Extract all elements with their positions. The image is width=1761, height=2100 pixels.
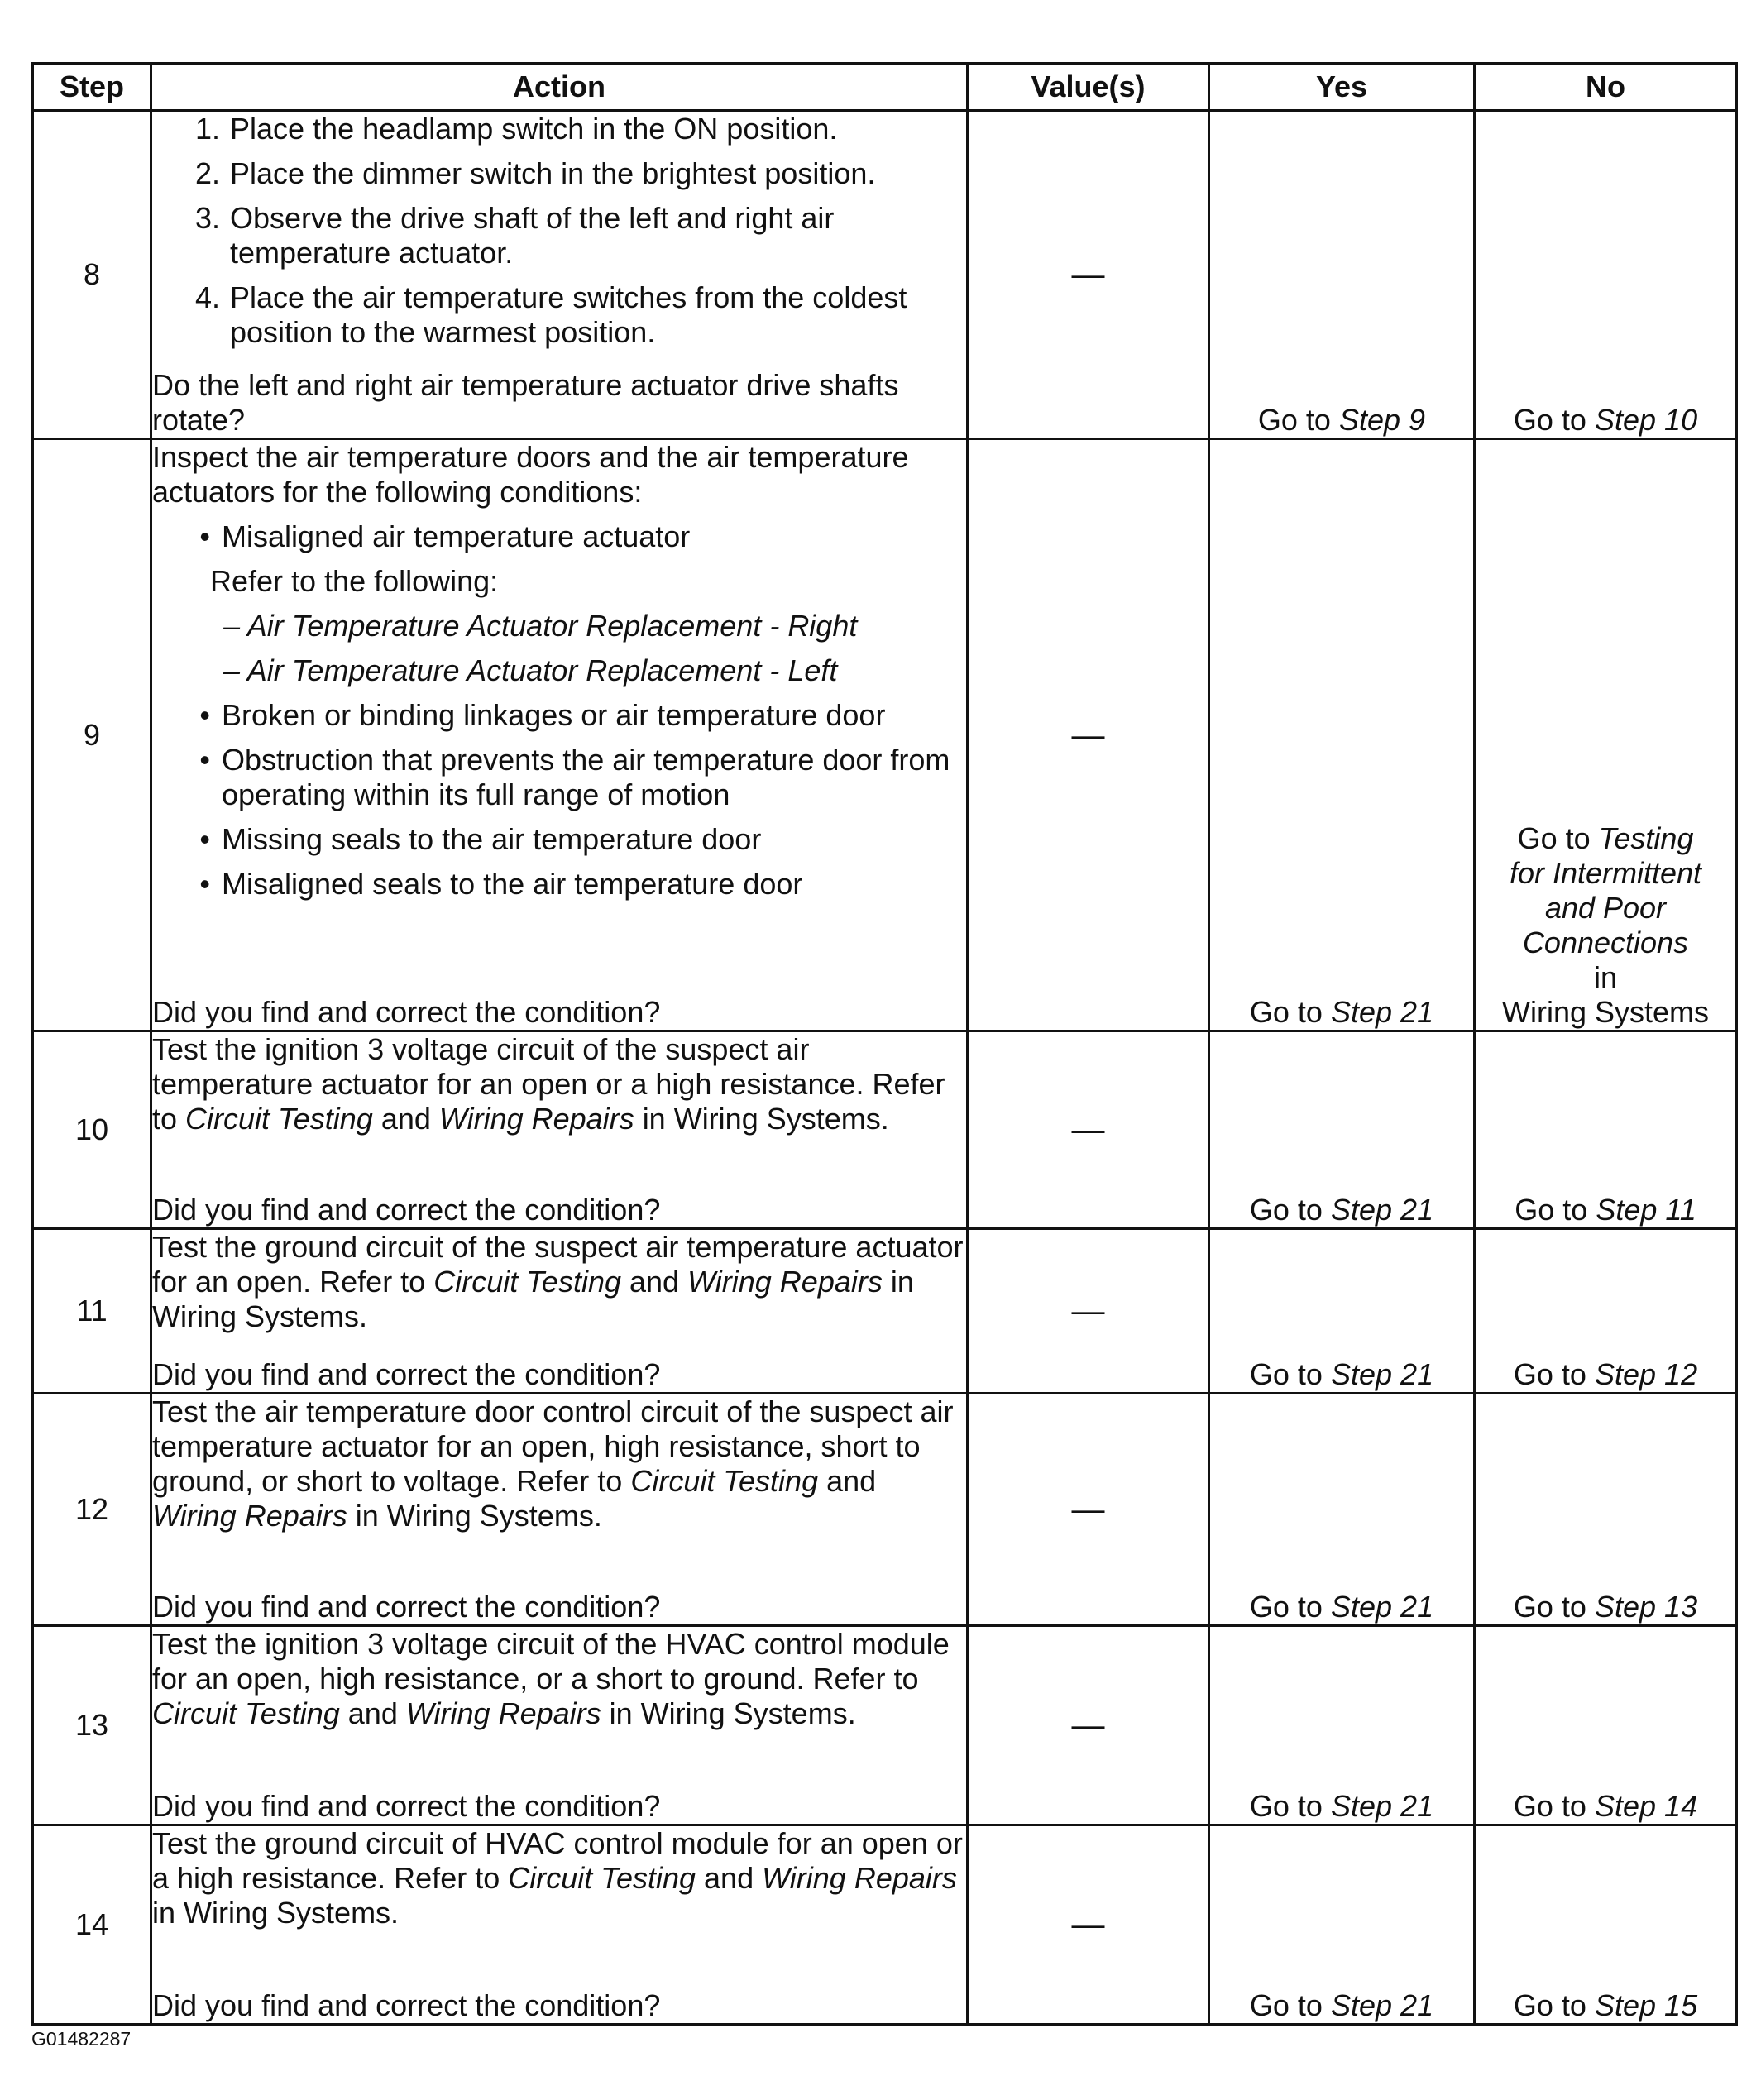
action-text: Test the air temperature door control circuit of the suspect air temperature actuator for an open, high resistance, short to ground, or short to voltage. Refer to Circuit Testing and Wiring Repairs in Wiring Systems. <box>152 1394 954 1533</box>
list-item: • Broken or binding linkages or air temperature door <box>199 698 886 732</box>
step-number: 9 <box>33 439 151 1031</box>
yes-link: Step 21 <box>1330 1988 1434 2022</box>
no-link: Testing <box>1598 821 1694 855</box>
step-number: 10 <box>33 1031 151 1229</box>
no-cell: Go to Step 15 <box>1475 1825 1737 2025</box>
no-link: Step 12 <box>1594 1357 1698 1391</box>
table-row <box>33 1229 1737 1394</box>
list-item: • Obstruction that prevents the air temperature door from operating within its full range of motion <box>199 743 950 811</box>
list-item: • Misaligned seals to the air temperature door <box>199 867 803 901</box>
list-item: 2. Place the dimmer switch in the brightest position. <box>194 156 876 190</box>
step-number: 13 <box>33 1626 151 1825</box>
step-number: 14 <box>33 1825 151 2025</box>
yes-cell: Go to Step 9 <box>1209 111 1475 439</box>
header-yes: Yes <box>1209 64 1475 111</box>
no-link: Step 13 <box>1594 1590 1698 1624</box>
action-text: Test the ignition 3 voltage circuit of the suspect air temperature actuator for an open or a high resistance. Refer to Circuit Testing and Wiring Repairs in Wiring Systems. <box>152 1032 945 1136</box>
question-text: Did you find and correct the condition? <box>152 1357 661 1391</box>
intro-text: Inspect the air temperature doors and the air temperature actuators for the following conditions: <box>152 440 909 509</box>
question-text: Did you find and correct the condition? <box>152 995 661 1029</box>
value-cell: — <box>968 1626 1209 1825</box>
yes-cell: Go to Step 21 <box>1209 1825 1475 2025</box>
yes-link: Step 21 <box>1330 1590 1434 1624</box>
no-cell: Go to Step 13 <box>1475 1394 1737 1626</box>
list-item: 1. Place the headlamp switch in the ON position. <box>194 112 838 146</box>
table-row <box>33 1825 1737 2025</box>
question-text: Did you find and correct the condition? <box>152 1193 661 1227</box>
refer-text: Refer to the following: <box>210 564 499 598</box>
no-cell: Go to Step 11 <box>1475 1031 1737 1229</box>
header-row <box>33 64 1737 111</box>
action-cell <box>151 1229 968 1394</box>
action-cell <box>151 111 968 439</box>
header-action: Action <box>151 64 968 111</box>
yes-link: Step 21 <box>1330 995 1434 1029</box>
no-cell: Go to Step 14 <box>1475 1626 1737 1825</box>
action-cell <box>151 1031 968 1229</box>
yes-cell: Go to Step 21 <box>1209 1229 1475 1394</box>
figure-code: G01482287 <box>31 2028 132 2050</box>
sub-item: – Air Temperature Actuator Replacement - Left <box>223 653 838 687</box>
yes-cell: Go to Step 21 <box>1209 439 1475 1031</box>
diagnostic-table <box>31 62 1738 2026</box>
value-cell: — <box>968 1825 1209 2025</box>
action-text: Test the ground circuit of the suspect air temperature actuator for an open. Refer to Circuit Testing and Wiring Repairs in Wiring Systems. <box>152 1230 964 1333</box>
yes-link: Step 9 <box>1338 403 1426 437</box>
value-cell: — <box>968 1394 1209 1626</box>
value-cell: — <box>968 439 1209 1031</box>
table-row <box>33 111 1737 439</box>
no-cell: Go to Testing for Intermittent and Poor Connections in Wiring Systems <box>1475 439 1737 1031</box>
step-number: 12 <box>33 1394 151 1626</box>
question-text: Did you find and correct the condition? <box>152 1590 661 1624</box>
no-link: Step 15 <box>1594 1988 1698 2022</box>
yes-link: Step 21 <box>1330 1357 1434 1391</box>
no-link: Step 10 <box>1594 403 1698 437</box>
action-text: Test the ground circuit of HVAC control module for an open or a high resistance. Refer to Circuit Testing and Wiring Repairs in Wiring Systems. <box>152 1826 963 1930</box>
action-cell <box>151 1626 968 1825</box>
list-item: 3. Observe the drive shaft of the left and right air temperature actuator. <box>194 201 835 270</box>
action-cell <box>151 439 968 1031</box>
list-item: • Misaligned air temperature actuator <box>199 519 691 553</box>
no-link: Step 11 <box>1596 1193 1696 1227</box>
no-link: Step 14 <box>1594 1789 1698 1823</box>
sub-item: – Air Temperature Actuator Replacement - Right <box>223 609 858 643</box>
value-cell: — <box>968 1229 1209 1394</box>
header-values: Value(s) <box>968 64 1209 111</box>
table-row <box>33 1626 1737 1825</box>
header-step: Step <box>33 64 151 111</box>
table-row <box>33 439 1737 1031</box>
yes-link: Step 21 <box>1330 1789 1434 1823</box>
yes-cell: Go to Step 21 <box>1209 1031 1475 1229</box>
action-cell <box>151 1825 968 2025</box>
step-number: 11 <box>33 1229 151 1394</box>
list-item: 4. Place the air temperature switches from the coldest position to the warmest position. <box>194 280 907 349</box>
question-text: Did you find and correct the condition? <box>152 1988 661 2022</box>
step-number: 8 <box>33 111 151 439</box>
value-cell: — <box>968 1031 1209 1229</box>
list-item: • Missing seals to the air temperature door <box>199 822 762 856</box>
header-no: No <box>1475 64 1737 111</box>
yes-cell: Go to Step 21 <box>1209 1626 1475 1825</box>
question-text: Do the left and right air temperature actuator drive shafts rotate? <box>152 368 899 437</box>
yes-cell: Go to Step 21 <box>1209 1394 1475 1626</box>
table-row <box>33 1394 1737 1626</box>
no-cell: Go to Step 12 <box>1475 1229 1737 1394</box>
question-text: Did you find and correct the condition? <box>152 1789 661 1823</box>
action-text: Test the ignition 3 voltage circuit of the HVAC control module for an open, high resistance, or a short to ground. Refer to Circuit Testing and Wiring Repairs in Wiring Systems. <box>152 1627 950 1730</box>
value-cell: — <box>968 111 1209 439</box>
action-cell <box>151 1394 968 1626</box>
no-cell: Go to Step 10 <box>1475 111 1737 439</box>
table-row <box>33 1031 1737 1229</box>
yes-link: Step 21 <box>1330 1193 1434 1227</box>
